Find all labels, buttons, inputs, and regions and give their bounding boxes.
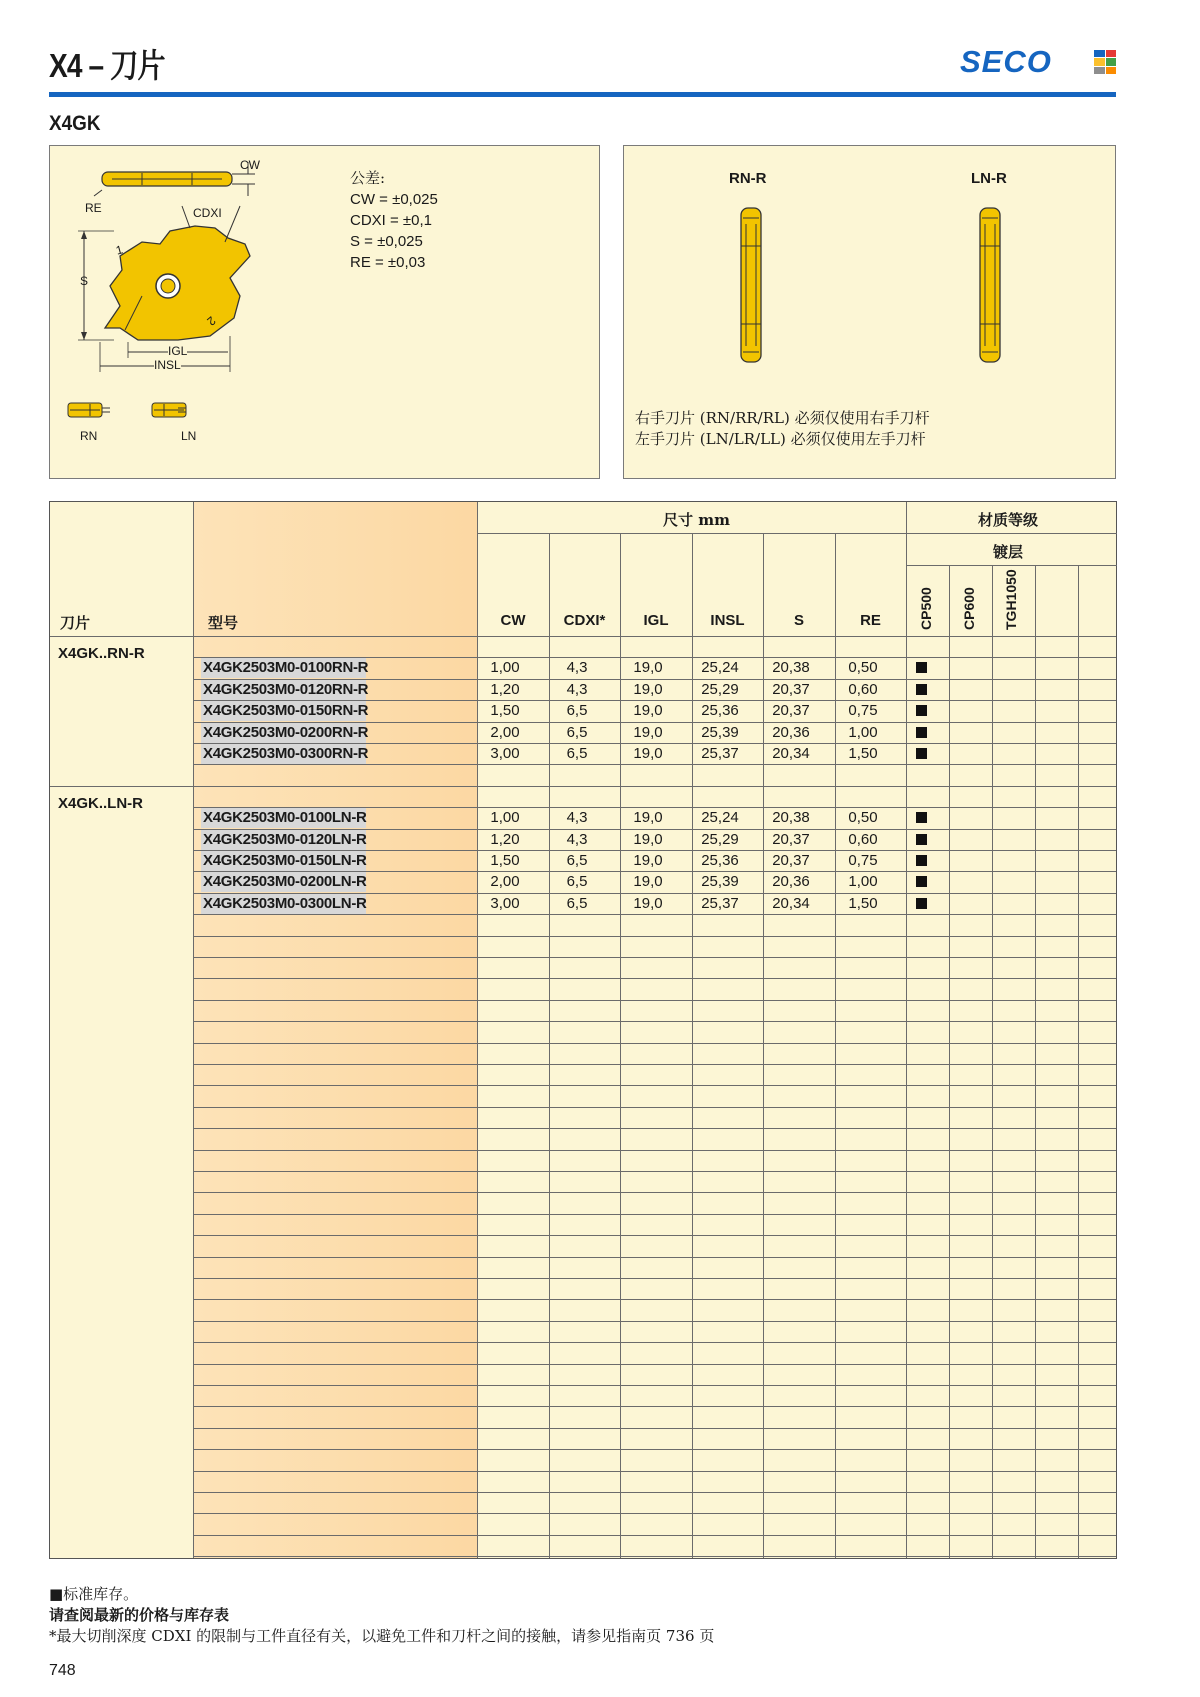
cw-header: CW: [500, 612, 526, 629]
igl-header: IGL: [643, 612, 669, 629]
dim-cdxi-value: 6,5: [566, 873, 588, 890]
grid-line: [193, 1085, 1116, 1086]
grid-line: [193, 1513, 1116, 1514]
dim-s-value: 20,37: [772, 831, 810, 848]
dim-cw-value: 3,00: [490, 895, 520, 912]
grid-line: [193, 1107, 1116, 1108]
dim-re-value: 0,50: [848, 809, 878, 826]
dim-s-value: 20,37: [772, 702, 810, 719]
grade-tgh1050-header: TGH1050: [1003, 569, 1019, 630]
insert-code: X4GK2503M0-0150LN-R: [203, 852, 367, 869]
insert-code: X4GK2503M0-0300LN-R: [203, 895, 367, 912]
dim-s-value: 20,37: [772, 681, 810, 698]
dim-cw-value: 1,00: [490, 659, 520, 676]
rn-label: RN: [80, 429, 98, 443]
logo-text: SECO: [960, 44, 1052, 79]
dim-igl-value: 19,0: [633, 809, 663, 826]
dim-cw-value: 3,00: [490, 745, 520, 762]
grade-cp500-header: CP500: [918, 587, 934, 630]
group-rn-label: X4GK..RN-R: [58, 645, 145, 662]
stock-mark-icon: [916, 855, 927, 866]
grid-line: [620, 533, 621, 1558]
dim-insl-value: 25,37: [701, 745, 739, 762]
logo-squares-icon: [1094, 50, 1116, 74]
stock-mark-icon: [916, 876, 927, 887]
grade-cp600-header: CP600: [961, 587, 977, 630]
grid-line: [193, 722, 1116, 723]
dim-igl-value: 19,0: [633, 852, 663, 869]
dim-s-value: 20,36: [772, 873, 810, 890]
dim-igl-value: 19,0: [633, 702, 663, 719]
dim-igl-value: 19,0: [633, 831, 663, 848]
tolerance-line: CDXI = ±0,1: [350, 212, 433, 229]
dim-s-value: 20,38: [772, 809, 810, 826]
page-title: X4 – 刀片: [49, 47, 165, 84]
dim-insl-value: 25,24: [701, 809, 739, 826]
grid-line: [193, 1192, 1116, 1193]
right-hand-note: 右手刀片 (RN/RR/RL) 必须仅使用右手刀杆: [635, 409, 930, 427]
dim-re-value: 0,60: [848, 831, 878, 848]
grid-line: [193, 1299, 1116, 1300]
coating-header: 镀层: [993, 543, 1024, 561]
page-number: 748: [49, 1662, 76, 1679]
dimension-drawing-panel: [49, 145, 600, 479]
insl-label: INSL: [154, 358, 181, 372]
grid-line: [193, 1043, 1116, 1044]
stock-mark-icon: [916, 748, 927, 759]
re-header: RE: [860, 612, 881, 629]
left-hand-note: 左手刀片 (LN/LR/LL) 必须仅使用左手刀杆: [635, 430, 926, 448]
grid-line: [1078, 565, 1079, 1558]
tolerance-line: RE = ±0,03: [350, 254, 426, 271]
dim-igl-value: 19,0: [633, 659, 663, 676]
dim-cw-value: 2,00: [490, 724, 520, 741]
dim-cw-value: 1,50: [490, 852, 520, 869]
grid-line: [835, 533, 836, 1558]
grid-line: [193, 1449, 1116, 1450]
grid-line: [193, 1535, 1116, 1536]
rn-r-label: RN-R: [729, 170, 767, 187]
insert-drawing: [50, 146, 601, 480]
dim-re-value: 0,60: [848, 681, 878, 698]
stock-mark-icon: [916, 684, 927, 695]
insert-table: [49, 501, 1117, 1559]
grid-line: [193, 1492, 1116, 1493]
dim-cw-value: 2,00: [490, 873, 520, 890]
dim-insl-value: 25,39: [701, 873, 739, 890]
grid-line: [193, 957, 1116, 958]
dim-cw-value: 1,50: [490, 702, 520, 719]
re-label: RE: [85, 201, 102, 215]
grid-line: [50, 786, 1116, 787]
insert-code: X4GK2503M0-0100RN-R: [203, 659, 369, 676]
grid-line: [193, 936, 1116, 937]
s-label: S: [80, 274, 89, 288]
dim-re-value: 0,75: [848, 702, 878, 719]
grid-line: [50, 636, 1116, 637]
grid-line: [949, 565, 950, 1558]
grid-line: [763, 533, 764, 1558]
dim-s-value: 20,34: [772, 745, 810, 762]
grid-line: [906, 502, 907, 1558]
edge-number-2: 2: [204, 313, 219, 329]
dim-s-value: 20,37: [772, 852, 810, 869]
dim-igl-value: 19,0: [633, 681, 663, 698]
grid-line: [906, 565, 1117, 566]
dim-insl-value: 25,36: [701, 702, 739, 719]
insert-code: X4GK2503M0-0300RN-R: [203, 745, 369, 762]
dim-cdxi-value: 4,3: [566, 809, 588, 826]
dim-re-value: 1,00: [848, 724, 878, 741]
dim-s-value: 20,36: [772, 724, 810, 741]
grid-line: [193, 743, 1116, 744]
grid-line: [193, 1257, 1116, 1258]
stock-mark-icon: [916, 662, 927, 673]
dim-cw-value: 1,20: [490, 831, 520, 848]
grid-line: [193, 807, 1116, 808]
insert-code: X4GK2503M0-0200RN-R: [203, 724, 369, 741]
grid-line: [193, 1235, 1116, 1236]
grid-line: [549, 533, 550, 1558]
grid-line: [193, 1471, 1116, 1472]
igl-label: IGL: [168, 344, 188, 358]
header-rule: [49, 92, 1116, 97]
code-column-header: 型号: [208, 614, 239, 632]
stock-mark-icon: [916, 705, 927, 716]
grid-line: [193, 1128, 1116, 1129]
tolerance-heading: 公差:: [350, 169, 386, 187]
dim-cdxi-value: 6,5: [566, 724, 588, 741]
insert-code: X4GK2503M0-0200LN-R: [203, 873, 367, 890]
insert-code: X4GK2503M0-0100LN-R: [203, 809, 367, 826]
insl-header: INSL: [710, 612, 745, 629]
grid-line: [193, 700, 1116, 701]
dim-cdxi-value: 4,3: [566, 831, 588, 848]
insert-code: X4GK2503M0-0120RN-R: [203, 681, 369, 698]
s-header: S: [793, 612, 804, 629]
grid-line: [193, 978, 1116, 979]
dim-insl-value: 25,36: [701, 852, 739, 869]
cdxi-footnote: *最大切削深度 CDXI 的限制与工件直径有关，以避免工件和刀杆之间的接触，请参见指南页 736 页: [49, 1627, 715, 1645]
grid-line: [193, 914, 1116, 915]
stock-mark-icon: [916, 812, 927, 823]
dim-igl-value: 19,0: [633, 745, 663, 762]
grid-line: [193, 1342, 1116, 1343]
grid-line: [193, 1364, 1116, 1365]
edge-number-1: 1: [114, 242, 125, 258]
grid-line: [193, 1428, 1116, 1429]
tolerance-line: S = ±0,025: [350, 233, 423, 250]
tolerance-line: CW = ±0,025: [350, 191, 438, 208]
ln-r-label: LN-R: [971, 170, 1007, 187]
stock-mark-icon: [916, 834, 927, 845]
dim-igl-value: 19,0: [633, 895, 663, 912]
grid-line: [193, 502, 194, 1558]
dim-re-value: 1,50: [848, 745, 878, 762]
grid-line: [193, 1321, 1116, 1322]
dim-cdxi-value: 6,5: [566, 702, 588, 719]
dim-cdxi-value: 6,5: [566, 895, 588, 912]
grid-line: [193, 1556, 1116, 1557]
grid-line: [193, 1064, 1116, 1065]
grid-line: [477, 533, 1117, 534]
dim-cdxi-value: 4,3: [566, 659, 588, 676]
price-note: 请查阅最新的价格与库存表: [49, 1606, 230, 1624]
dim-insl-value: 25,29: [701, 681, 739, 698]
dim-insl-value: 25,24: [701, 659, 739, 676]
seco-logo: [960, 46, 1116, 78]
cdxi-label: CDXI: [193, 206, 222, 220]
dim-insl-value: 25,37: [701, 895, 739, 912]
grid-line: [692, 533, 693, 1558]
hand-version-panel: [623, 145, 1116, 479]
stock-mark-icon: [916, 898, 927, 909]
grid-line: [477, 502, 478, 1558]
cdxi-header: CDXI*: [563, 612, 606, 629]
grid-line: [193, 850, 1116, 851]
grid-line: [193, 829, 1116, 830]
hand-notes: [635, 408, 930, 450]
dim-cw-value: 1,00: [490, 809, 520, 826]
dim-insl-value: 25,29: [701, 831, 739, 848]
dim-igl-value: 19,0: [633, 873, 663, 890]
tolerance-block: [350, 168, 438, 273]
stock-note: ■标准库存。: [49, 1585, 139, 1603]
dim-cw-value: 1,20: [490, 681, 520, 698]
grid-line: [193, 1171, 1116, 1172]
dim-cdxi-value: 4,3: [566, 681, 588, 698]
insert-code: X4GK2503M0-0120LN-R: [203, 831, 367, 848]
grid-line: [193, 1214, 1116, 1215]
grade-header: 材质等级: [978, 511, 1039, 529]
dim-re-value: 1,50: [848, 895, 878, 912]
grid-line: [193, 679, 1116, 680]
stock-mark-icon: [916, 727, 927, 738]
grid-line: [1035, 565, 1036, 1558]
grid-line: [193, 1000, 1116, 1001]
dim-cdxi-value: 6,5: [566, 745, 588, 762]
grid-line: [193, 1150, 1116, 1151]
grid-line: [193, 1278, 1116, 1279]
dim-re-value: 0,50: [848, 659, 878, 676]
grid-line: [193, 764, 1116, 765]
dim-s-value: 20,38: [772, 659, 810, 676]
grid-line: [193, 657, 1116, 658]
grid-line: [193, 871, 1116, 872]
grid-line: [992, 565, 993, 1558]
grid-line: [193, 893, 1116, 894]
ln-label: LN: [181, 429, 197, 443]
dimension-header: 尺寸 mm: [663, 511, 730, 529]
dim-insl-value: 25,39: [701, 724, 739, 741]
section-title: X4GK: [49, 112, 101, 135]
insert-column-header: 刀片: [60, 614, 91, 632]
dim-cdxi-value: 6,5: [566, 852, 588, 869]
cw-label: CW: [240, 158, 260, 172]
insert-code: X4GK2503M0-0150RN-R: [203, 702, 369, 719]
hand-inserts-drawing: [624, 146, 1117, 396]
grid-line: [193, 1406, 1116, 1407]
grid-line: [193, 1021, 1116, 1022]
group-ln-label: X4GK..LN-R: [58, 795, 144, 812]
dim-s-value: 20,34: [772, 895, 810, 912]
dim-re-value: 1,00: [848, 873, 878, 890]
dim-re-value: 0,75: [848, 852, 878, 869]
dim-igl-value: 19,0: [633, 724, 663, 741]
grid-line: [193, 1385, 1116, 1386]
